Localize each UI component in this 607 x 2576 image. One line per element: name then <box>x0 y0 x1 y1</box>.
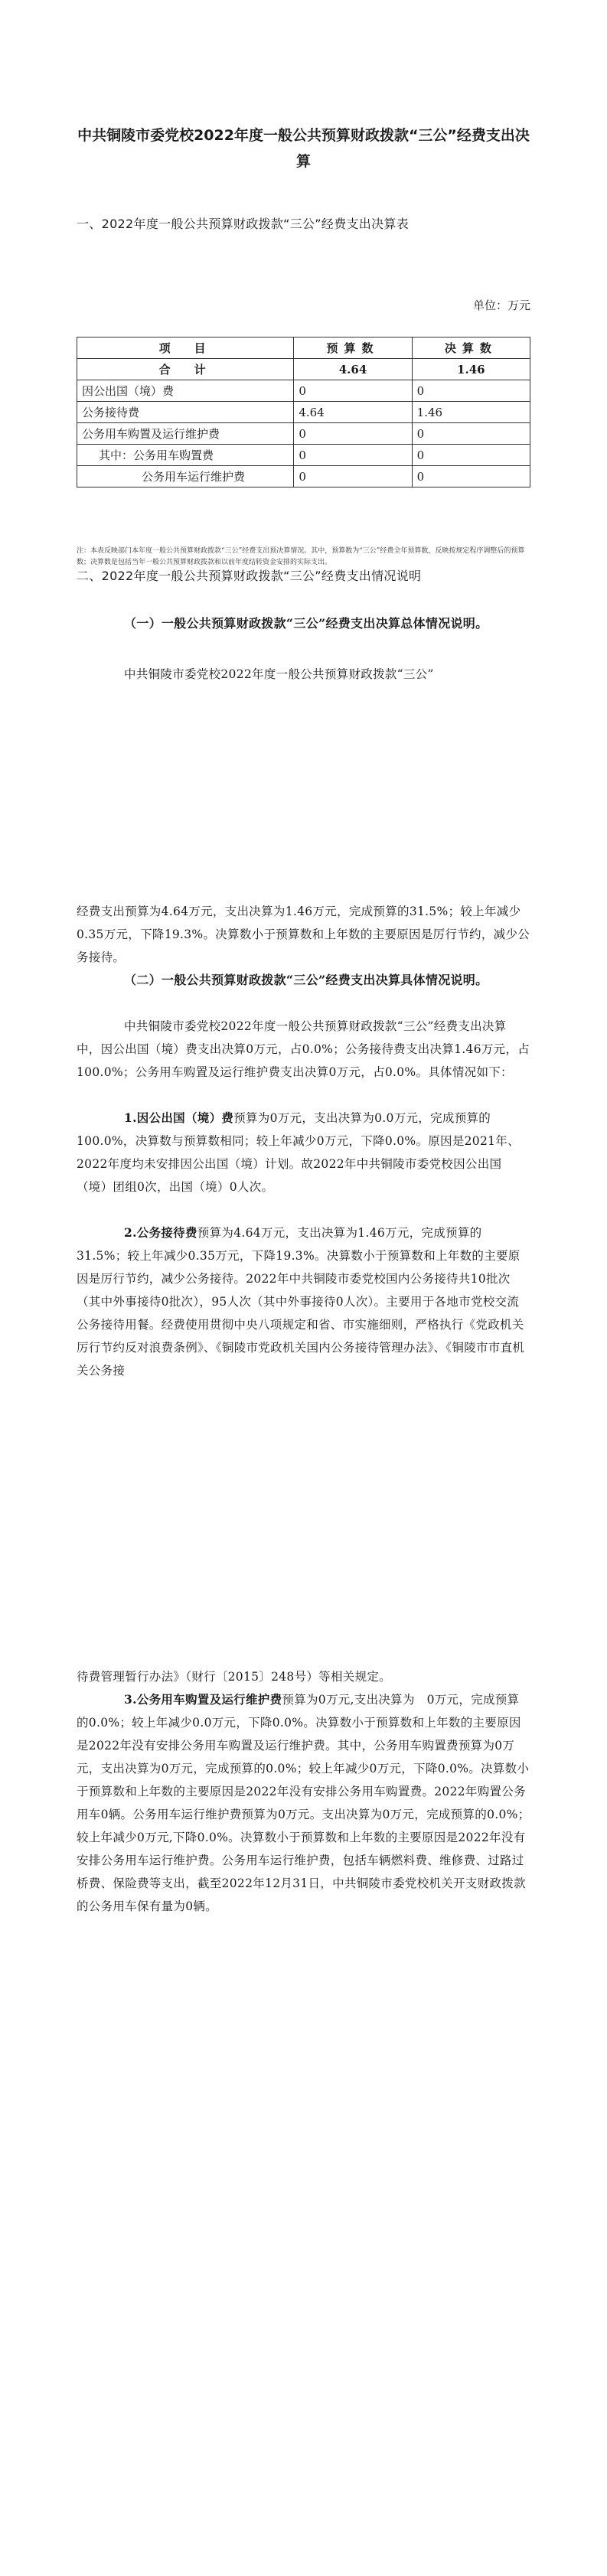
section2-heading: 二、2022年度一般公共预算财政拨款“三公”经费支出情况说明 <box>77 569 422 583</box>
table-cell-item: 公务用车运行维护费 <box>77 466 294 487</box>
table-row <box>77 445 530 466</box>
table-row <box>77 466 530 487</box>
table-cell-actual: 1.46 <box>412 402 530 423</box>
table-cell-item: 因公出国（境）费 <box>77 380 294 402</box>
table-cell-budget: 0 <box>294 445 412 466</box>
table-cell-budget: 0 <box>294 466 412 487</box>
table-row-total <box>77 359 530 380</box>
paragraph-3-text: 预算为0万元，支出决算为0.0万元，完成预算的100.0%，决算数与预算数相同；较上年减少0万元，下降0.0%。原因是2021年、2022年度均未安排因公出国（境）计划。故2022年中共铜陵市委党校因公出国（境）团组0次，出国（境）0人次。 <box>77 1111 520 1194</box>
table-cell-budget: 4.64 <box>294 402 412 423</box>
table-cell-item: 其中：公务用车购置费 <box>77 445 294 466</box>
paragraph-5-text: 预算为0万元,支出决算为 0万元，完成预算的0.0%；较上年减少0.0万元，下降0.0%。决算数小于预算数和上年数的主要原因是2022年没有安排公务用车购置及运行维护费。其中，公务用车购置费预算为0万元，支出决算为0万元，完成预算的0.0%；较上年减少0万元，下降0.0%。决算数小于预算数和上年数的主要原因是2022年没有安排公务用车购置费。2022年购置公务用车0辆。公务用车运行维护费预算为0万元。支出决算为0万元，完成预算的0.0%；较上年减少0万元,下降0.0%。决算数小于预算数和上年数的主要原因是2022年没有安排公务用车运行维护费。公务用车运行维护费，包括车辆燃料费、维修费、过路过桥费、保险费等支出，截至2022年12月31日，中共铜陵市委党校机关开支财政拨款的公务用车保有量为0辆。 <box>77 1693 530 1913</box>
paragraph-3 <box>77 1107 530 1198</box>
paragraph-2: 中共铜陵市委党校2022年度一般公共预算财政拨款“三公”经费支出决算中，因公出国（境）费支出决算0万元，占0.0%；公务接待费支出决算1.46万元，占100.0%；公务用车购置及运行维护费支出决算0万元，占0.0%。具体情况如下： <box>77 1019 530 1079</box>
table-row <box>77 402 530 423</box>
paragraph-4-label: 2.公务接待费 <box>124 1225 197 1240</box>
paragraph-3-label: 1.因公出国（境）费 <box>124 1110 234 1125</box>
table-note: 注：本表反映部门本年度一般公共预算财政拨款“三公”经费支出预决算情况。其中，预算数为“三公”经费全年预算数，反映按规定程序调整后的预算数；决算数是包括当年一般公共预算财政拨款和以前年度结转资金安排的实际支出。 <box>77 547 525 566</box>
paragraph-1b: 经费支出预算为4.64万元，支出决算为1.46万元，完成预算的31.5%；较上年减少0.35万元，下降19.3%。决算数小于预算数和上年数的主要原因是厉行节约，减少公务接待。 <box>77 905 530 964</box>
table-header-item: 项 目 <box>77 337 294 359</box>
paragraph-4-continued: 待费管理暂行办法》（财行〔2015〕248号）等相关规定。 <box>77 1670 391 1684</box>
expense-table <box>77 337 530 487</box>
subsection2-heading: （二）一般公共预算财政拨款“三公”经费支出决算具体情况说明。 <box>124 973 488 987</box>
document-title: 中共铜陵市委党校2022年度一般公共预算财政拨款“三公”经费支出决算 <box>77 127 530 170</box>
table-cell-actual: 0 <box>412 466 530 487</box>
table-cell-item: 公务接待费 <box>77 402 294 423</box>
table-row <box>77 423 530 445</box>
table-header-actual: 决算数 <box>412 337 530 359</box>
table-cell-actual: 0 <box>412 445 530 466</box>
paragraph-4 <box>77 1221 530 1382</box>
paragraph-4-text: 预算为4.64万元，支出决算为1.46万元，完成预算的31.5%；较上年减少0.35万元，下降19.3%。决算数小于预算数和上年数的主要原因是厉行节约，减少公务接待。2022年中共铜陵市委党校国内公务接待共10批次（其中外事接待0批次），95人次（其中外事接待0人次）。主要用于各地市党校交流公务接待用餐。经费使用贯彻中央八项规定和省、市实施细则，严格执行《党政机关厉行节约反对浪费条例》、《铜陵市党政机关国内公务接待管理办法》、《铜陵市市直机关公务接 <box>77 1226 525 1378</box>
paragraph-5-label: 3.公务用车购置及运行维护费 <box>124 1692 282 1707</box>
table-header-budget: 预算数 <box>294 337 412 359</box>
paragraph-5 <box>77 1688 530 1918</box>
table-cell-actual: 1.46 <box>412 359 530 380</box>
table-cell-actual: 0 <box>412 423 530 445</box>
table-cell-item: 公务用车购置及运行维护费 <box>77 423 294 445</box>
subsection1-heading: （一）一般公共预算财政拨款“三公”经费支出决算总体情况说明。 <box>124 616 488 631</box>
paragraph-1a: 中共铜陵市委党校2022年度一般公共预算财政拨款“三公” <box>124 667 434 681</box>
table-header-row <box>77 337 530 359</box>
table-cell-budget: 0 <box>294 423 412 445</box>
table-cell-actual: 0 <box>412 380 530 402</box>
unit-label: 单位：万元 <box>472 298 530 312</box>
table-cell-budget: 4.64 <box>294 359 412 380</box>
table-cell-item: 合 计 <box>77 359 294 380</box>
table-cell-budget: 0 <box>294 380 412 402</box>
table-row <box>77 380 530 402</box>
section1-heading: 一、2022年度一般公共预算财政拨款“三公”经费支出决算表 <box>77 217 409 231</box>
